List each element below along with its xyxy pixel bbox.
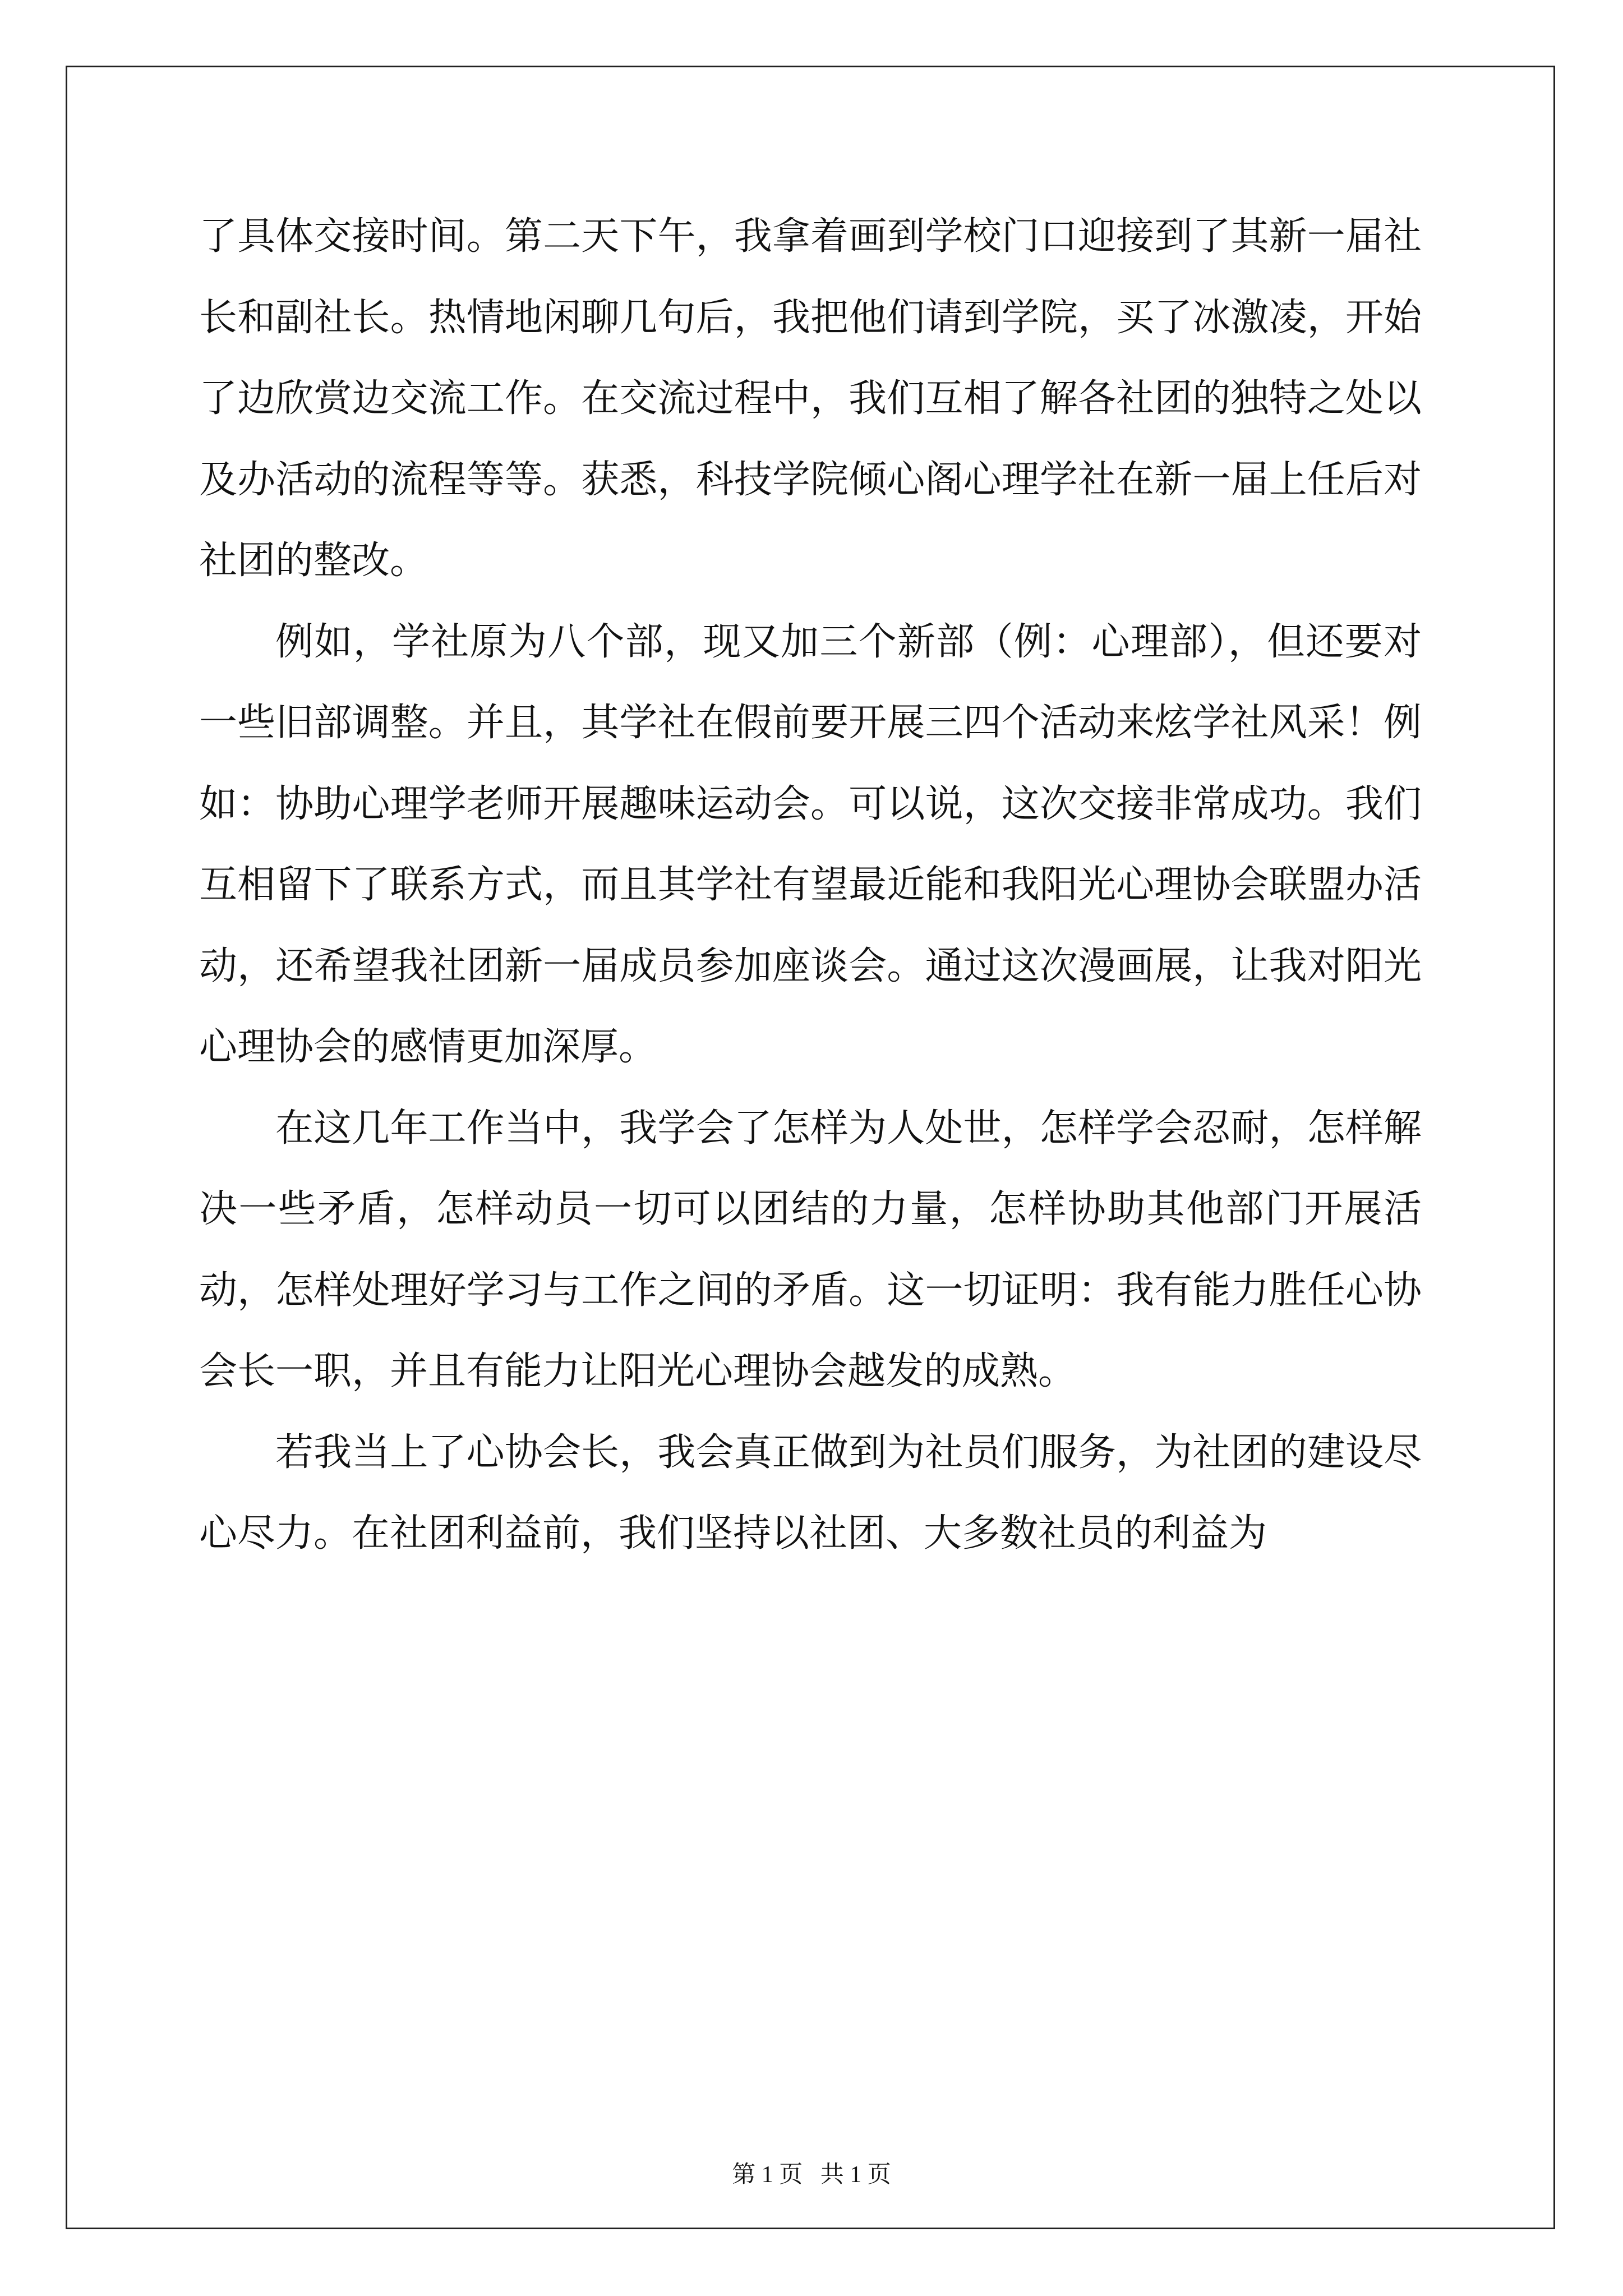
document-body — [199, 196, 1422, 1575]
page-number-footer: 第 1 页 共 1 页 — [732, 2162, 891, 2188]
paragraph-4: 若我当上了心协会长，我会真正做到为社员们服务，为社团的建设尽心尽力。在社团利益前，我们坚持以社团、大多数社员的利益为 — [199, 1430, 1422, 1556]
paragraph-1: 了具体交接时间。第二天下午，我拿着画到学校门口迎接到了其新一届社长和副社长。热情地闲聊几句后，我把他们请到学院，买了冰激凌，开始了边欣赏边交流工作。在交流过程中，我们互相了解各社团的独特之处以及办活动的流程等等。获悉，科技学院倾心阁心理学社在新一届上任后对社团的整改。 — [199, 214, 1422, 583]
paragraph-2: 例如，学社原为八个部，现又加三个新部（例：心理部），但还要对一些旧部调整。并且，其学社在假前要开展三四个活动来炫学社风采！例如：协助心理学老师开展趣味运动会。可以说，这次交接非常成功。我们互相留下了联系方式，而且其学社有望最近能和我阳光心理协会联盟办活动，还希望我社团新一届成员参加座谈会。通过这次漫画展，让我对阳光心理协会的感情更加深厚。 — [199, 619, 1422, 1069]
paragraph-3: 在这几年工作当中，我学会了怎样为人处世，怎样学会忍耐，怎样解决一些矛盾，怎样动员一切可以团结的力量，怎样协助其他部门开展活动，怎样处理好学习与工作之间的矛盾。这一切证明：我有能力胜任心协会长一职，并且有能力让阳光心理协会越发的成熟。 — [199, 1106, 1422, 1393]
